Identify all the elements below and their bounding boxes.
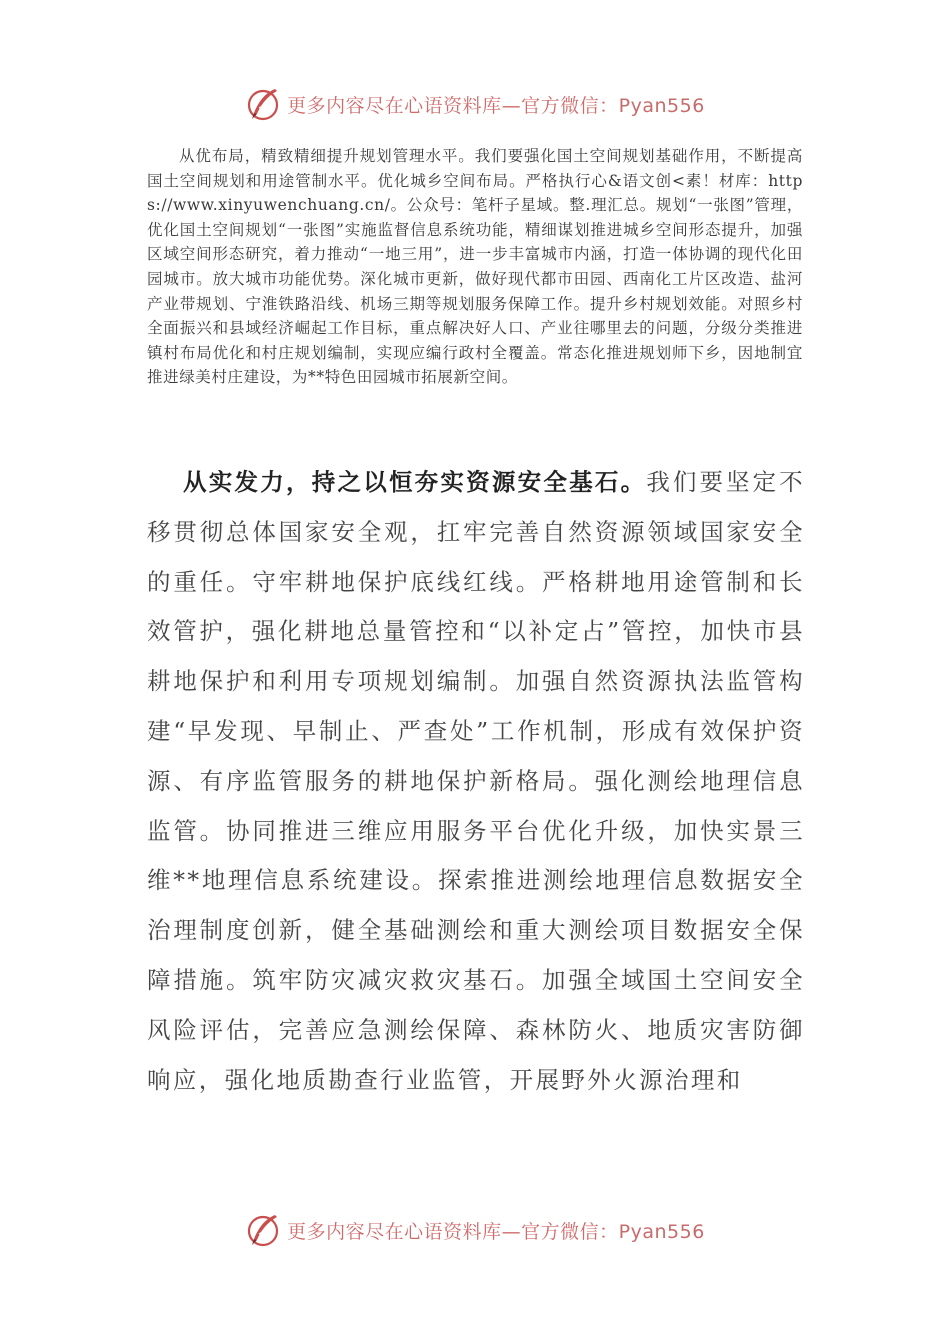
quill-pen-logo-icon <box>245 86 281 122</box>
quill-pen-logo-icon <box>245 1212 281 1248</box>
footer-banner-text <box>287 1217 705 1244</box>
header-banner-label: 更多内容尽在心语资料库—官方微信： <box>287 94 619 117</box>
header-wechat-id: Pyan556 <box>618 94 705 117</box>
footer-banner <box>0 1210 950 1250</box>
paragraph-lead-heading: 从实发力，持之以恒夯实资源安全基石。 <box>183 468 647 496</box>
header-banner-text <box>287 91 705 118</box>
paragraph-resource-security <box>147 458 805 1105</box>
footer-wechat-id: Pyan556 <box>618 1220 705 1243</box>
paragraph-planning: 从优布局，精致精细提升规划管理水平。我们要强化国土空间规划基础作用，不断提高国土空间规划和用途管制水平。优化城乡空间布局。严格执行心&语文创<素！材库：https://www.xinyuwenchuang.cn/。公众号：笔杆子星域。整.理汇总。规划“一张图”管理，优化国土空间规划“一张图”实施监督信息系统功能，精细谋划推进城乡空间形态提升，加强区域空间形态研究，着力推动“一地三用”，进一步丰富城市内涵，打造一体协调的现代化田园城市。放大城市功能优势。深化城市更新，做好现代都市田园、西南化工片区改造、盐河产业带规划、宁淮铁路沿线、机场三期等规划服务保障工作。提升乡村规划效能。对照乡村全面振兴和县域经济崛起工作目标，重点解决好人口、产业往哪里去的问题，分级分类推进镇村布局优化和村庄规划编制，实现应编行政村全覆盖。常态化推进规划师下乡，因地制宜推进绿美村庄建设，为**特色田园城市拓展新空间。 <box>147 147 803 387</box>
header-banner <box>0 84 950 124</box>
footer-banner-label: 更多内容尽在心语资料库—官方微信： <box>287 1220 619 1243</box>
paragraph-body: 我们要坚定不移贯彻总体国家安全观，扛牢完善自然资源领域国家安全的重任。守牢耕地保护底线红线。严格耕地用途管制和长效管护，强化耕地总量管控和“以补定占”管控，加快市县耕地保护和利用专项规划编制。加强自然资源执法监管构建“早发现、早制止、严查处”工作机制，形成有效保护资源、有序监管服务的耕地保护新格局。强化测绘地理信息监管。协同推进三维应用服务平台优化升级，加快实景三维**地理信息系统建设。探索推进测绘地理信息数据安全治理制度创新，健全基础测绘和重大测绘项目数据安全保障措施。筑牢防灾减灾救灾基石。加强全域国土空间安全风险评估，完善应急测绘保障、森林防火、地质灾害防御响应，强化地质勘查行业监管，开展野外火源治理和 <box>147 468 805 1094</box>
